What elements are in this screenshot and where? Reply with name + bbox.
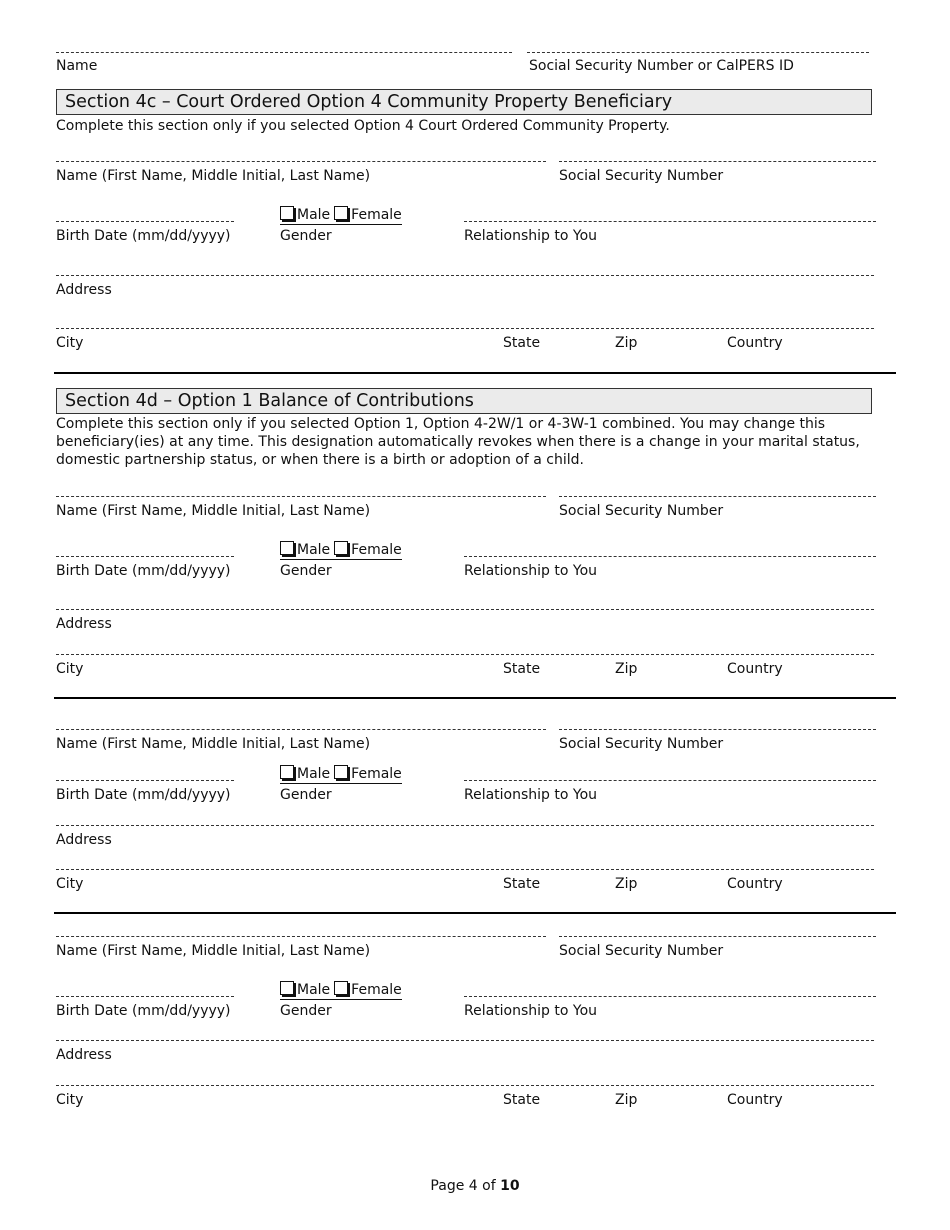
birth-date-label: Birth Date (mm/dd/yyyy) bbox=[56, 228, 231, 244]
female-checkbox[interactable] bbox=[334, 206, 348, 220]
city-state-zip-country-line[interactable] bbox=[56, 1085, 874, 1086]
ssn-line[interactable] bbox=[559, 729, 876, 730]
ssn-or-calpers-id-label: Social Security Number or CalPERS ID bbox=[529, 58, 794, 74]
full-name-label: Name (First Name, Middle Initial, Last Name) bbox=[56, 503, 371, 519]
male-label: Male bbox=[297, 207, 331, 223]
address-label: Address bbox=[56, 1047, 112, 1063]
name-line[interactable] bbox=[56, 52, 512, 53]
zip-label: Zip bbox=[615, 1092, 638, 1108]
address-label: Address bbox=[56, 282, 112, 298]
name-label: Name bbox=[56, 58, 98, 74]
page-number bbox=[0, 1178, 950, 1194]
section-4d-intro: Complete this section only if you selected Option 1, Option 4-2W/1 or 4-3W-1 combined. You may change this beneficiary(ies) at any time. This designation automatically revokes when there is a change in your marital status, domestic partnership status, or when there is a birth or adoption of a child. bbox=[56, 416, 860, 468]
relationship-line[interactable] bbox=[464, 221, 876, 222]
relationship-label: Relationship to You bbox=[464, 787, 598, 803]
address-line[interactable] bbox=[56, 609, 874, 610]
address-label: Address bbox=[56, 616, 112, 632]
address-line[interactable] bbox=[56, 275, 874, 276]
full-name-line[interactable] bbox=[56, 496, 546, 497]
full-name-label: Name (First Name, Middle Initial, Last Name) bbox=[56, 943, 371, 959]
section-4c-title: Section 4c – Court Ordered Option 4 Community Property Beneficiary bbox=[56, 89, 872, 115]
female-label: Female bbox=[351, 542, 402, 558]
country-label: Country bbox=[727, 876, 783, 892]
gender-label: Gender bbox=[280, 1003, 332, 1019]
male-checkbox[interactable] bbox=[280, 206, 294, 220]
state-label: State bbox=[503, 1092, 541, 1108]
gender-label: Gender bbox=[280, 563, 332, 579]
birth-date-line[interactable] bbox=[56, 780, 234, 781]
birth-date-line[interactable] bbox=[56, 221, 234, 222]
relationship-line[interactable] bbox=[464, 996, 876, 997]
country-label: Country bbox=[727, 661, 783, 677]
section-divider bbox=[54, 372, 896, 374]
relationship-label: Relationship to You bbox=[464, 563, 598, 579]
address-line[interactable] bbox=[56, 825, 874, 826]
section-4d-title: Section 4d – Option 1 Balance of Contributions bbox=[56, 388, 872, 414]
female-checkbox[interactable] bbox=[334, 541, 348, 555]
male-label: Male bbox=[297, 766, 331, 782]
full-name-line[interactable] bbox=[56, 161, 546, 162]
ssn-label: Social Security Number bbox=[559, 168, 724, 184]
birth-date-line[interactable] bbox=[56, 996, 234, 997]
ssn-line[interactable] bbox=[559, 936, 876, 937]
full-name-line[interactable] bbox=[56, 936, 546, 937]
female-label: Female bbox=[351, 766, 402, 782]
state-label: State bbox=[503, 876, 541, 892]
ssn-label: Social Security Number bbox=[559, 503, 724, 519]
ssn-line[interactable] bbox=[559, 496, 876, 497]
male-label: Male bbox=[297, 982, 331, 998]
zip-label: Zip bbox=[615, 335, 638, 351]
address-label: Address bbox=[56, 832, 112, 848]
full-name-line[interactable] bbox=[56, 729, 546, 730]
female-checkbox[interactable] bbox=[334, 765, 348, 779]
city-label: City bbox=[56, 876, 84, 892]
relationship-line[interactable] bbox=[464, 780, 876, 781]
ssn-label: Social Security Number bbox=[559, 943, 724, 959]
section-divider bbox=[54, 912, 896, 914]
gender-options bbox=[280, 981, 402, 1000]
relationship-label: Relationship to You bbox=[464, 228, 598, 244]
full-name-label: Name (First Name, Middle Initial, Last Name) bbox=[56, 736, 371, 752]
female-label: Female bbox=[351, 982, 402, 998]
country-label: Country bbox=[727, 335, 783, 351]
gender-label: Gender bbox=[280, 787, 332, 803]
female-label: Female bbox=[351, 207, 402, 223]
ssn-line[interactable] bbox=[559, 161, 876, 162]
city-label: City bbox=[56, 661, 84, 677]
city-state-zip-country-line[interactable] bbox=[56, 654, 874, 655]
gender-options bbox=[280, 541, 402, 560]
male-label: Male bbox=[297, 542, 331, 558]
birth-date-label: Birth Date (mm/dd/yyyy) bbox=[56, 1003, 231, 1019]
state-label: State bbox=[503, 335, 541, 351]
relationship-label: Relationship to You bbox=[464, 1003, 598, 1019]
zip-label: Zip bbox=[615, 876, 638, 892]
page-total: 10 bbox=[500, 1178, 520, 1194]
country-label: Country bbox=[727, 1092, 783, 1108]
city-label: City bbox=[56, 335, 84, 351]
birth-date-label: Birth Date (mm/dd/yyyy) bbox=[56, 563, 231, 579]
zip-label: Zip bbox=[615, 661, 638, 677]
section-4c-intro: Complete this section only if you selected Option 4 Court Ordered Community Property. bbox=[56, 118, 670, 134]
state-label: State bbox=[503, 661, 541, 677]
ssn-label: Social Security Number bbox=[559, 736, 724, 752]
address-line[interactable] bbox=[56, 1040, 874, 1041]
ssn-or-calpers-id-line[interactable] bbox=[527, 52, 869, 53]
female-checkbox[interactable] bbox=[334, 981, 348, 995]
gender-options bbox=[280, 765, 402, 784]
section-divider bbox=[54, 697, 896, 699]
page-number-prefix: Page 4 of bbox=[430, 1178, 501, 1194]
relationship-line[interactable] bbox=[464, 556, 876, 557]
male-checkbox[interactable] bbox=[280, 981, 294, 995]
city-state-zip-country-line[interactable] bbox=[56, 869, 874, 870]
male-checkbox[interactable] bbox=[280, 765, 294, 779]
birth-date-label: Birth Date (mm/dd/yyyy) bbox=[56, 787, 231, 803]
gender-label: Gender bbox=[280, 228, 332, 244]
city-label: City bbox=[56, 1092, 84, 1108]
male-checkbox[interactable] bbox=[280, 541, 294, 555]
city-state-zip-country-line[interactable] bbox=[56, 328, 874, 329]
birth-date-line[interactable] bbox=[56, 556, 234, 557]
gender-options bbox=[280, 206, 402, 225]
full-name-label: Name (First Name, Middle Initial, Last Name) bbox=[56, 168, 371, 184]
